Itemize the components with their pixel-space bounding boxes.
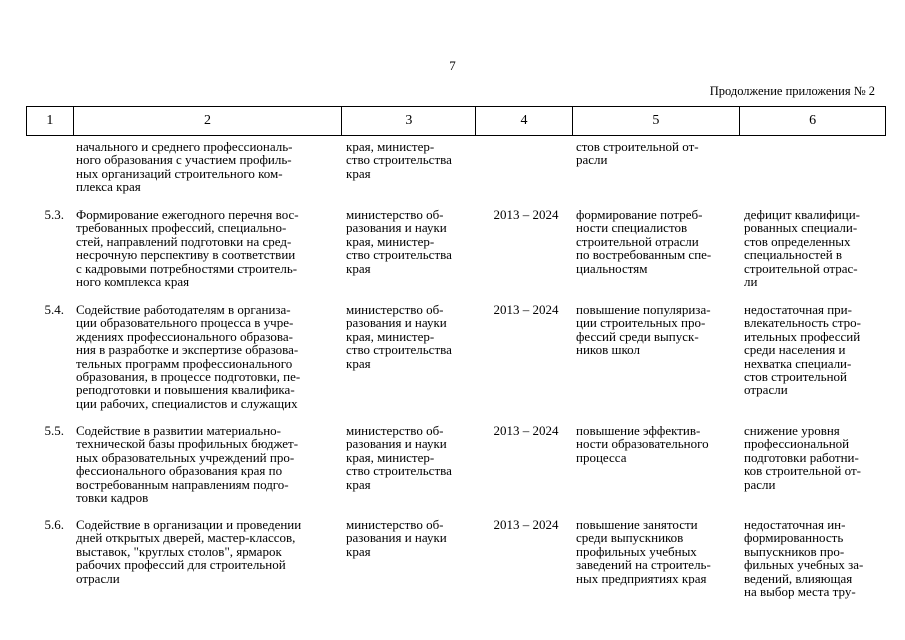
header-col-3: 3 (341, 107, 475, 135)
row-number: 5.4. (44, 302, 64, 317)
row-number: 5.6. (44, 517, 64, 532)
measure-description: Формирование ежегодного перечня вос- требованных профессий, специально- стей, направлений подготовки на сред- несрочную перспективу в соответствии с кадровыми потребностями строитель- ного комплекса края (76, 207, 299, 290)
header-col-4: 4 (475, 107, 571, 135)
header-col-6: 6 (739, 107, 885, 135)
row-number: 5.3. (44, 207, 64, 222)
period: 2013 – 2024 (493, 423, 559, 438)
period: 2013 – 2024 (493, 207, 559, 222)
row-number: 5.5. (44, 423, 64, 438)
measure-description: Содействие работодателям в организа- ции образовательного процесса в учре- ждениях профессионального образова- ния в разработке и экспертизе образова- тельных программ профессионального образования, в процессе подготовки, пе- реподготовки и повышения квалифика- ции рабочих, специалистов и служащих (76, 302, 301, 411)
measure-description: Содействие в развитии материально- технической базы профильных бюджет- ных образовательных учреждений про- фессионального образования края по востребованным направлениям подго- товки кадров (76, 423, 299, 506)
expected-result: повышение занятости среди выпускников профильных учебных заведений на строитель- ных предприятиях края (576, 517, 711, 586)
executor: министерство об- разования и науки края, министер- ство строительства края (346, 423, 452, 492)
measure-description: Содействие в организации и проведении дней открытых дверей, мастер-классов, выставок, "круглых столов", ярмарок рабочих профессий для строительной отрасли (76, 517, 302, 586)
executor: министерство об- разования и науки края, министер- ство строительства края (346, 207, 452, 276)
page-number: 7 (449, 58, 456, 73)
executor: края, министер- ство строительства края (346, 139, 452, 181)
risk: снижение уровня профессиональной подготовки работни- ков строительной от- расли (744, 423, 861, 492)
executor: министерство об- разования и науки края, министер- ство строительства края (346, 302, 452, 371)
table-header (26, 106, 886, 136)
executor: министерство об- разования и науки края (346, 517, 447, 559)
risk: дефицит квалифици- рованных специали- стов определенных специальностей в строительной отрас- ли (744, 207, 861, 290)
expected-result: формирование потреб- ности специалистов строительной отрасли по востребованным спе- циальностям (576, 207, 712, 276)
risk: недостаточная при- влекательность стро- ительных профессий среди населения и нехватка специали- стов строительной отрасли (744, 302, 861, 398)
period: 2013 – 2024 (493, 517, 559, 532)
expected-result: стов строительной от- расли (576, 139, 699, 168)
header-col-2: 2 (73, 107, 342, 135)
appendix-continuation-note: Продолжение приложения № 2 (709, 84, 875, 98)
expected-result: повышение эффектив- ности образовательного процесса (576, 423, 709, 465)
period: 2013 – 2024 (493, 302, 559, 317)
measure-description: начального и среднего профессиональ- ного образования с участием профиль- ных организаций строительного ком- плекса края (76, 139, 293, 195)
expected-result: повышение популяриза- ции строительных про- фессий среди выпуск- ников школ (576, 302, 711, 358)
header-col-5: 5 (572, 107, 740, 135)
header-col-1: 1 (46, 113, 54, 128)
risk: недостаточная ин- формированность выпускников про- фильных учебных за- ведений, влияющая на выбор места тру- (744, 517, 864, 600)
